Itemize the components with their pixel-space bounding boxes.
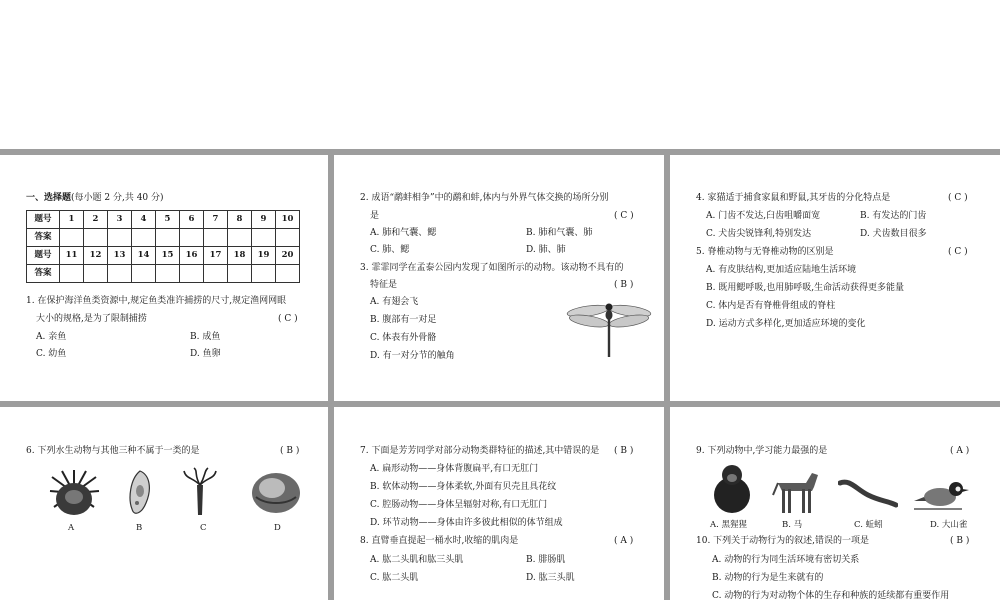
question-1-answer: ( C ) [278,314,298,324]
question-3-stem-cont: 特征是 [370,280,398,290]
page-panel-3 [670,155,1000,401]
question-3-stem: 3. 霏霏同学在孟泰公园内发现了如图所示的动物。该动物不具有的 [360,263,624,273]
dragonfly-image [566,295,652,359]
table-number-cell: 5 [156,211,180,229]
table-number-cell: 15 [156,247,180,265]
question-4-option-d[interactable]: D. 犬齿数目很多 [860,229,927,239]
question-3-option-b[interactable]: B. 腹部有一对足 [370,315,437,325]
question-9-option-c[interactable]: C. 蚯蚓 [854,520,883,530]
question-4-stem: 4. 家猫适于捕食家鼠和野鼠,其牙齿的分化特点是 [696,193,891,203]
earthworm-image [838,477,898,509]
question-9-option-b[interactable]: B. 马 [782,520,803,530]
table-number-cell: 3 [108,211,132,229]
table-number-cell: 2 [84,211,108,229]
question-8-option-a[interactable]: A. 肱二头肌和肱三头肌 [370,555,464,565]
question-2-option-b[interactable]: B. 肺和气囊、肺 [526,228,593,238]
question-5-option-a[interactable]: A. 有皮肤结构,更加适应陆地生活环境 [706,265,857,275]
answer-cell[interactable] [84,229,108,247]
table-number-cell: 12 [84,247,108,265]
table-number-cell: 11 [60,247,84,265]
question-1-option-c[interactable]: C. 幼鱼 [36,349,67,359]
answer-table [26,210,300,283]
question-8-option-b[interactable]: B. 腓肠肌 [526,555,566,565]
answer-cell[interactable] [60,229,84,247]
section-title: 一、选择题 [26,193,72,203]
question-9-option-a[interactable]: A. 黑猩猩 [710,520,748,530]
page-panel-2 [334,155,664,401]
question-2-stem: 2. 成语“鹬蚌相争”中的鹬和蚌,体内与外界气体交换的场所分别 [360,193,609,203]
table-number-cell: 13 [108,247,132,265]
answer-cell[interactable] [252,229,276,247]
horse-image [772,465,822,515]
question-7-option-c[interactable]: C. 腔肠动物——身体呈辐射对称,有口无肛门 [370,500,548,510]
section-heading [26,192,164,205]
answer-cell[interactable] [204,229,228,247]
answer-cell[interactable] [252,265,276,283]
question-5-stem: 5. 脊椎动物与无脊椎动物的区别是 [696,247,834,257]
question-9-option-d[interactable]: D. 大山雀 [930,520,968,530]
question-1-option-a[interactable]: A. 亲鱼 [36,332,67,342]
question-7-option-d[interactable]: D. 环节动物——身体由许多彼此相似的体节组成 [370,518,563,528]
page-panel-4 [0,407,328,600]
q6-label-a: A [68,523,75,533]
question-9-answer: ( A ) [950,446,970,456]
table-number-cell: 19 [252,247,276,265]
question-3-answer: ( B ) [614,280,634,290]
answer-cell[interactable] [132,265,156,283]
page-panel-1 [0,155,328,401]
table-number-cell: 1 [60,211,84,229]
question-4-option-b[interactable]: B. 有发达的门齿 [860,211,927,221]
question-7-option-a[interactable]: A. 扁形动物——身体背腹扁平,有口无肛门 [370,464,539,474]
answer-cell[interactable] [108,229,132,247]
answer-table-row [27,229,300,247]
answer-cell[interactable] [276,229,300,247]
hydra-image [180,467,220,517]
answer-table-row [27,247,300,265]
question-1-stem-cont: 大小的规格,是为了限制捕捞 [36,314,147,324]
question-10-option-a[interactable]: A. 动物的行为同生活环境有密切关系 [712,555,860,565]
question-5-answer: ( C ) [948,247,968,257]
answer-table-row [27,265,300,283]
table-number-cell: 20 [276,247,300,265]
table-number-cell: 10 [276,211,300,229]
question-3-option-c[interactable]: C. 体表有外骨骼 [370,333,437,343]
blank-header-area [0,0,1000,150]
answer-cell[interactable] [276,265,300,283]
question-10-answer: ( B ) [950,536,970,546]
question-10-stem: 10. 下列关于动物行为的叙述,错误的一项是 [696,536,870,546]
question-2-option-a[interactable]: A. 肺和气囊、鳃 [370,228,437,238]
question-6-answer: ( B ) [280,446,300,456]
section-note: (每小题 2 分,共 40 分) [71,193,164,203]
question-8-answer: ( A ) [614,536,634,546]
answer-cell[interactable] [180,229,204,247]
table-number-cell: 8 [228,211,252,229]
table-number-cell: 7 [204,211,228,229]
question-7-option-b[interactable]: B. 软体动物——身体柔软,外面有贝壳且具花纹 [370,482,557,492]
table-header-cell: 题号 [27,211,60,229]
table-number-cell: 18 [228,247,252,265]
table-number-cell: 4 [132,211,156,229]
question-2-option-d[interactable]: D. 肺、肺 [526,245,566,255]
question-8-option-c[interactable]: C. 肱二头肌 [370,573,419,583]
question-5-option-b[interactable]: B. 既用鳃呼吸,也用肺呼吸,生命活动获得更多能量 [706,283,905,293]
sea-anemone-image [48,469,100,517]
question-1-stem: 1. 在保护海洋鱼类资源中,规定鱼类准许捕捞的尺寸,规定渔网网眼 [26,296,287,306]
table-number-cell: 6 [180,211,204,229]
question-1-option-b[interactable]: B. 成鱼 [190,332,221,342]
page-panel-6 [670,407,1000,600]
question-6-stem: 6. 下列水生动物与其他三种不属于一类的是 [26,446,200,456]
table-number-cell: 16 [180,247,204,265]
answer-cell[interactable] [108,265,132,283]
table-header-cell: 答案 [27,229,60,247]
question-1-option-d[interactable]: D. 鱼卵 [190,349,221,359]
question-10-option-c[interactable]: C. 动物的行为对动物个体的生存和种族的延续都有重要作用 [712,591,950,600]
page-panel-5 [334,407,664,600]
answer-table-row [27,211,300,229]
answer-cell[interactable] [60,265,84,283]
answer-cell[interactable] [204,265,228,283]
answer-cell[interactable] [84,265,108,283]
question-2-stem-cont: 是 [370,211,380,221]
paramecium-image [126,469,154,517]
table-number-cell: 9 [252,211,276,229]
question-9-stem: 9. 下列动物中,学习能力最强的是 [696,446,828,456]
question-3-option-d[interactable]: D. 有一对分节的触角 [370,351,455,361]
question-7-stem: 7. 下面是芳芳同学对部分动物类群特征的描述,其中错误的是 [360,446,600,456]
question-4-answer: ( C ) [948,193,968,203]
question-5-option-d[interactable]: D. 运动方式多样化,更加适应环境的变化 [706,319,866,329]
q6-label-c: C [200,523,207,533]
question-4-option-a[interactable]: A. 门齿不发达,臼齿咀嚼面宽 [706,211,821,221]
answer-cell[interactable] [180,265,204,283]
jellyfish-shell-image [250,471,302,515]
question-7-answer: ( B ) [614,446,634,456]
answer-cell[interactable] [228,265,252,283]
question-4-option-c[interactable]: C. 犬齿尖锐锋利,特别发达 [706,229,812,239]
question-5-option-c[interactable]: C. 体内是否有脊椎骨组成的脊柱 [706,301,836,311]
table-header-cell: 题号 [27,247,60,265]
answer-cell[interactable] [156,265,180,283]
table-number-cell: 14 [132,247,156,265]
answer-cell[interactable] [132,229,156,247]
question-2-option-c[interactable]: C. 肺、鳃 [370,245,410,255]
question-10-option-b[interactable]: B. 动物的行为是生来就有的 [712,573,824,583]
answer-cell[interactable] [156,229,180,247]
answer-cell[interactable] [228,229,252,247]
question-8-option-d[interactable]: D. 肱三头肌 [526,573,575,583]
table-number-cell: 17 [204,247,228,265]
chimpanzee-image [710,463,754,515]
question-3-option-a[interactable]: A. 有翅会飞 [370,297,419,307]
q6-label-b: B [136,523,143,533]
great-tit-image [914,475,976,515]
table-header-cell: 答案 [27,265,60,283]
question-2-answer: ( C ) [614,211,634,221]
question-8-stem: 8. 直臂垂直提起一桶水时,收缩的肌肉是 [360,536,519,546]
q6-label-d: D [274,523,281,533]
